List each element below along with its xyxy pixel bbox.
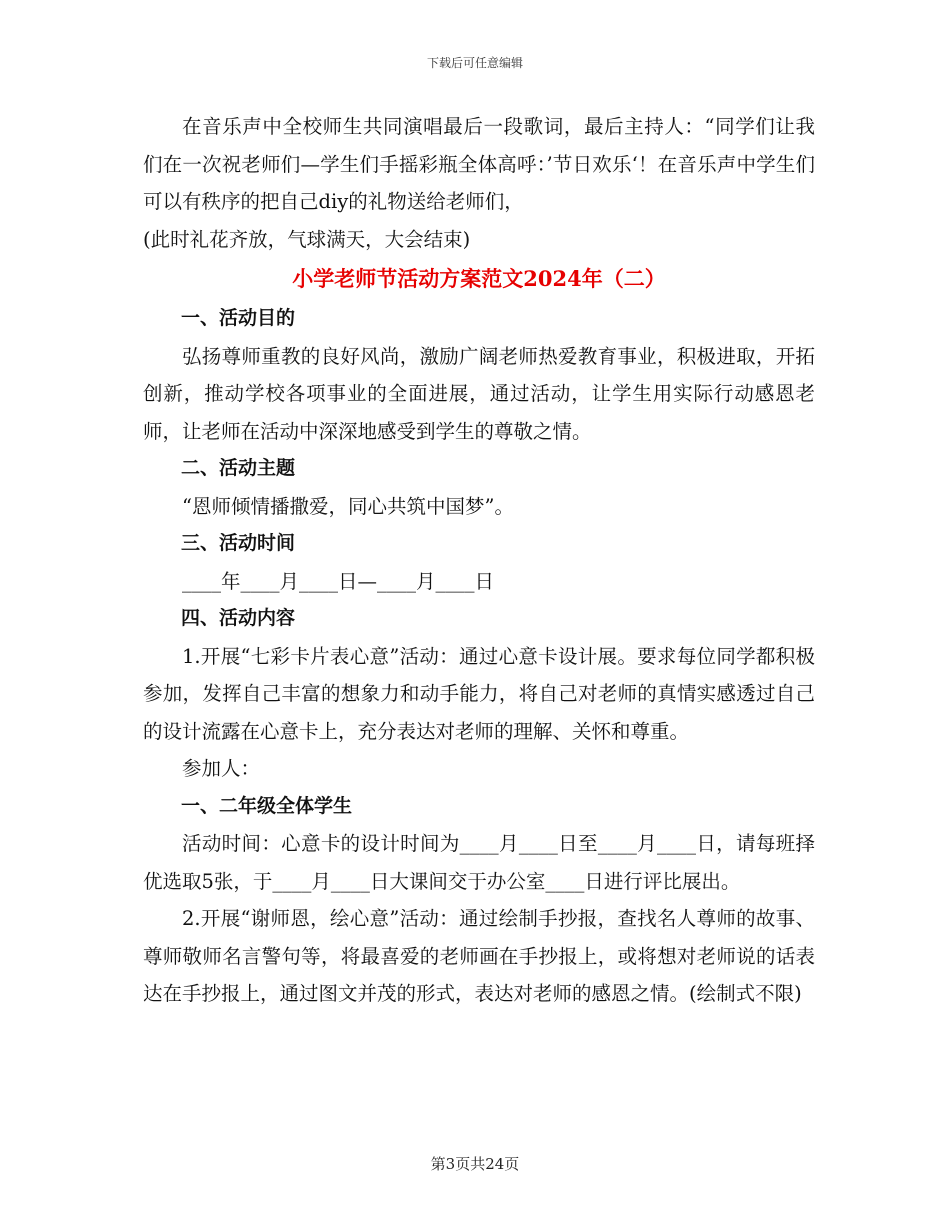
section-title: 小学老师节活动方案范文2024年（二） — [292, 266, 666, 291]
heading-participants: 一、二年级全体学生 — [181, 794, 353, 817]
paragraph-poster-activity: 2.开展“谢师恩，绘心意”活动：通过绘制手抄报，查找名人尊师的故事、尊师敬师名言警句等，将最喜爱的老师画在手抄报上，或将想对老师说的话表达在手抄报上，通过图文并茂的形式，表达对老师的感恩之情。(绘制式不限) — [143, 907, 815, 1005]
heading-activity-content: 四、活动内容 — [181, 607, 296, 629]
paragraph-ceremony-end: (此时礼花齐放，气球满天，大会结束) — [143, 227, 471, 251]
heading-activity-theme: 二、活动主题 — [181, 457, 296, 479]
paragraph-activity-theme: “恩师倾情播撒爱，同心共筑中国梦”。 — [182, 494, 514, 518]
paragraph-activity-purpose: 弘扬尊师重教的良好风尚，激励广阔老师热爱教育事业，积极进取，开拓创新，推动学校各项事业的全面进展，通过活动，让学生用实际行动感恩老师，让老师在活动中深深地感受到学生的尊敬之情。 — [143, 344, 815, 443]
paragraph-participants-label: 参加人： — [182, 757, 261, 780]
heading-activity-time: 三、活动时间 — [181, 532, 296, 554]
paragraph-card-schedule: 活动时间：心意卡的设计时间为____月____日至____月____日，请每班择优选取5张，于____月____日大课间交于办公室____日进行评比展出。 — [143, 832, 815, 893]
paragraph-activity-time: ____年____月____日—____月____日 — [182, 569, 495, 593]
page-header: 下载后可任意编辑 — [426, 56, 523, 70]
paragraph-card-activity: 1.开展“七彩卡片表心意”活动：通过心意卡设计展。要求每位同学都积极参加，发挥自己丰富的想象力和动手能力，将自己对老师的真情实感透过自己的设计流露在心意卡上，充分表达对老师的理解、关怀和尊重。 — [143, 644, 815, 743]
paragraph-closing-ceremony: 在音乐声中全校师生共同演唱最后一段歌词，最后主持人：“同学们让我们在一次祝老师们—学生们手摇彩瓶全体高呼：’节日欢乐‘！在音乐声中学生们可以有秩序的把自己diy的礼物送给老师们， — [143, 115, 815, 213]
page-footer: 第3页共24页 — [430, 1155, 520, 1173]
document-body — [143, 108, 815, 1013]
heading-activity-purpose: 一、活动目的 — [181, 307, 296, 329]
